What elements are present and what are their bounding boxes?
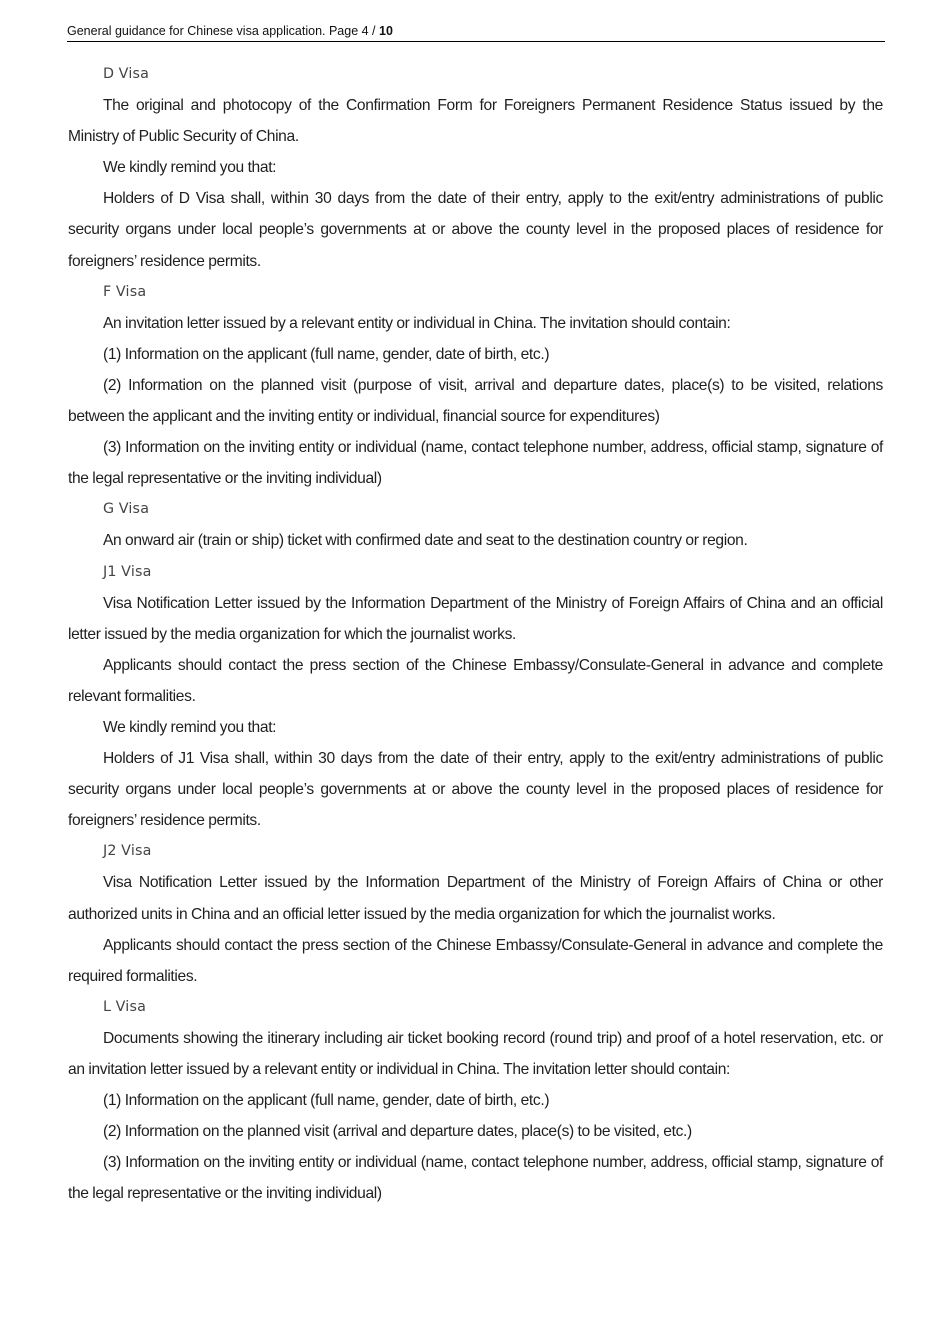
- paragraph: (1) Information on the applicant (full name, gender, date of birth, etc.): [103, 345, 550, 363]
- paragraph: (1) Information on the applicant (full name, gender, date of birth, etc.): [103, 1092, 550, 1110]
- paragraph: (2) Information on the planned visit (arrival and departure dates, place(s) to be visited, etc.): [103, 1123, 692, 1141]
- paragraph: (2) Information on the planned visit (purpose of visit, arrival and departure dates, place(s) to be visited, relations between the applicant and the inviting entity or individual, financial source for expenditures): [68, 376, 883, 426]
- paragraph: An invitation letter issued by a relevant entity or individual in China. The invitation should contain:: [103, 314, 731, 332]
- section-heading-j2-visa: J2 Visa: [103, 843, 152, 860]
- paragraph: Applicants should contact the press section of the Chinese Embassy/Consulate-General in advance and complete relevant formalities.: [68, 656, 883, 705]
- paragraph: (3) Information on the inviting entity or individual (name, contact telephone number, address, official stamp, signature of the legal representative or the inviting individual): [68, 1154, 883, 1203]
- page-header: [67, 22, 885, 42]
- paragraph: We kindly remind you that:: [103, 718, 277, 736]
- paragraph: (3) Information on the inviting entity or individual (name, contact telephone number, address, official stamp, signature of the legal representative or the inviting individual): [68, 439, 883, 488]
- paragraph: Applicants should contact the press section of the Chinese Embassy/Consulate-General in advance and complete the required formalities.: [68, 936, 883, 985]
- header-total-pages: 10: [379, 24, 393, 38]
- section-heading-f-visa: F Visa: [103, 283, 147, 300]
- paragraph: Holders of D Visa shall, within 30 days from the date of their entry, apply to the exit/entry administrations of public security organs under local people’s governments at or above the county level in the proposed places of residence for foreigners’ residence permits.: [68, 190, 883, 270]
- header-text: General guidance for Chinese visa application. Page 4 /: [67, 24, 379, 38]
- section-heading-g-visa: G Visa: [103, 501, 150, 518]
- paragraph: Documents showing the itinerary including air ticket booking record (round trip) and proof of a hotel reservation, etc. or an invitation letter issued by a relevant entity or individual in China. The invitation letter should contain:: [68, 1029, 883, 1078]
- paragraph: The original and photocopy of the Confirmation Form for Foreigners Permanent Residence Status issued by the Ministry of Public Security of China.: [68, 97, 883, 146]
- paragraph: Visa Notification Letter issued by the Information Department of the Ministry of Foreign Affairs of China or other authorized units in China and an official letter issued by the media organization for which the journalist works.: [68, 874, 883, 923]
- paragraph: An onward air (train or ship) ticket with confirmed date and seat to the destination country or region.: [103, 532, 748, 550]
- section-heading-l-visa: L Visa: [103, 998, 147, 1015]
- paragraph: Visa Notification Letter issued by the Information Department of the Ministry of Foreign Affairs of China and an official letter issued by the media organization for which the journalist works.: [68, 594, 883, 643]
- paragraph: Holders of J1 Visa shall, within 30 days from the date of their entry, apply to the exit/entry administrations of public security organs under local people’s governments at or above the county level in the proposed places of residence for foreigners’ residence permits.: [68, 750, 883, 830]
- paragraph: We kindly remind you that:: [103, 159, 277, 177]
- document-body: [68, 59, 883, 1209]
- section-heading-d-visa: D Visa: [103, 66, 150, 82]
- section-heading-j1-visa: J1 Visa: [103, 563, 152, 580]
